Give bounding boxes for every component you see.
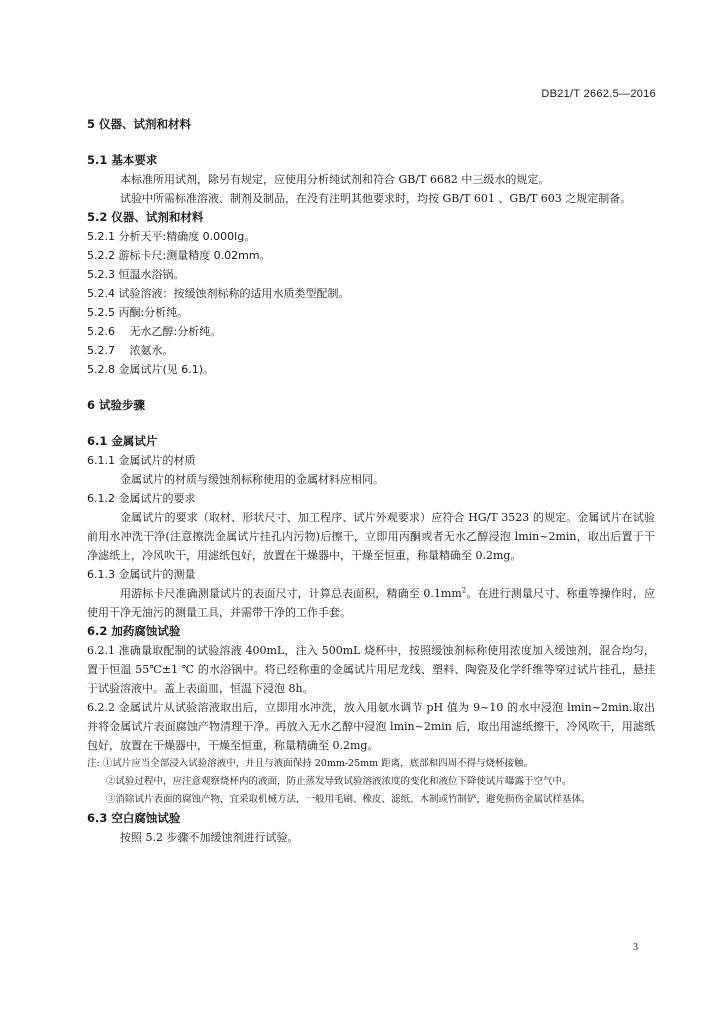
area-exponent: 2 (461, 586, 467, 595)
page-number: 3 (633, 942, 638, 953)
section-6-3-title: 6.3 空白腐蚀试验 (87, 811, 181, 825)
item-5-2-6: 5.2.6 无水乙醇:分析纯。 (87, 325, 222, 338)
section-6-1-3-text-b: 。在进行测量尺寸、称重等操作时，应使用干净无油污的测量工具，并需带干净的工作手套。 (87, 587, 655, 619)
item-5-2-3: 5.2.3 恒温水浴锅。 (87, 268, 185, 281)
section-6-1-3-paragraph (87, 584, 655, 622)
section-5-1-paragraph-1: 本标准所用试剂，除另有规定，应使用分析纯试剂和符合 GB/T 6682 中三级水的规定。 (120, 173, 550, 186)
section-6-2-title: 6.2 加药腐蚀试验 (87, 624, 181, 638)
standard-code-header: DB21/T 2662.5—2016 (541, 88, 656, 100)
section-6-3-paragraph: 按照 5.2 步骤不加缓蚀剂进行试验。 (120, 831, 299, 844)
page-body (87, 115, 655, 847)
section-6-title: 6 试验步骤 (87, 398, 146, 412)
section-6-1-3-text-a: 用游标卡尺准确测量试片的表面尺寸，计算总表面积，精确至 0.1mm (120, 587, 462, 600)
item-5-2-5: 5.2.5 丙酮:分析纯。 (87, 306, 189, 319)
item-5-2-1: 5.2.1 分析天平:精确度 0.000lg。 (87, 230, 256, 243)
section-5-1-title: 5.1 基本要求 (87, 153, 158, 167)
section-6-1-2-paragraph: 金属试片的要求（取材、形状尺寸、加工程序、试片外观要求）应符合 HG/T 3523 的规定。金属试片在试验前用水冲洗干净(注意擦洗金属试片挂孔内污物)后擦干，立即用丙酮或者无水乙醇浸泡 lmin~2min，取出后置于干净滤纸上，冷风吹干，用滤纸包好，放置在干燥器中，干燥至恒重，称量精确至 0.2mg。 (87, 511, 655, 562)
section-6-2-2-paragraph: 6.2.2 金属试片从试验溶液取出后，立即用水冲洗，放入用氨水调节 pH 值为 9~10 的水中浸泡 lmin~2min.取出并将金属试片表面腐蚀产物清理干净。再放入无水乙醇中浸泡 lmin~2min 后，取出用滤纸擦干，冷风吹干，用滤纸包好，放置在干燥器中，干燥至恒重，称量精确至 0.2mg。 (87, 701, 655, 752)
note-3: ③消除试片表面的腐蚀产物，宜采取机械方法，一般用毛刷、橡皮、滤纸、木制或竹制铲，避免损伤金属试样基体。 (106, 794, 591, 805)
section-6-1-1-paragraph: 金属试片的材质与缓蚀剂标称使用的金属材料应相同。 (120, 473, 384, 486)
section-5-2-title: 5.2 仪器、试剂和材料 (87, 210, 204, 224)
section-6-1-1-title: 6.1.1 金属试片的材质 (87, 454, 196, 467)
section-5-title: 5 仪器、试剂和材料 (87, 117, 192, 131)
item-5-2-2: 5.2.2 游标卡尺:测量精度 0.02mm。 (87, 249, 271, 262)
item-5-2-8: 5.2.8 金属试片(见 6.1)。 (87, 363, 215, 376)
section-6-2-1-paragraph: 6.2.1 准确量取配制的试验溶液 400mL，注入 500mL 烧杯中，按照缓蚀剂标称使用浓度加入缓蚀剂，混合均匀，置于恒温 55℃±1 ℃ 的水浴锅中。将已经称重的金属试片用尼龙线、塑料、陶瓷及化学纤维等穿过试片挂孔，悬挂于试验溶液中。盖上表面皿，恒温下浸泡 8h。 (87, 644, 655, 695)
section-6-1-3-title: 6.1.3 金属试片的测量 (87, 568, 196, 581)
item-5-2-4: 5.2.4 试验溶液：按缓蚀剂标称的适用水质类型配制。 (87, 287, 350, 300)
item-5-2-7: 5.2.7 浓氨水。 (87, 344, 174, 357)
note-1: 注: ①试片应当全部浸入试验溶液中，并且与液面保持 20mm-25mm 距离，底部和四周不得与烧杯接触。 (87, 758, 534, 769)
note-2: ②试验过程中，应注意观察烧杯内的液面，防止蒸发导致试验溶液浓度的变化和液位下降使试片曝露于空气中。 (106, 776, 572, 787)
section-6-1-title: 6.1 金属试片 (87, 434, 158, 448)
section-6-1-2-title: 6.1.2 金属试片的要求 (87, 492, 196, 505)
section-5-1-paragraph-2: 试验中所需标准溶液、制剂及制品，在没有注明其他要求时，均按 GB/T 601 、GB/T 603 之规定制备。 (120, 192, 632, 205)
